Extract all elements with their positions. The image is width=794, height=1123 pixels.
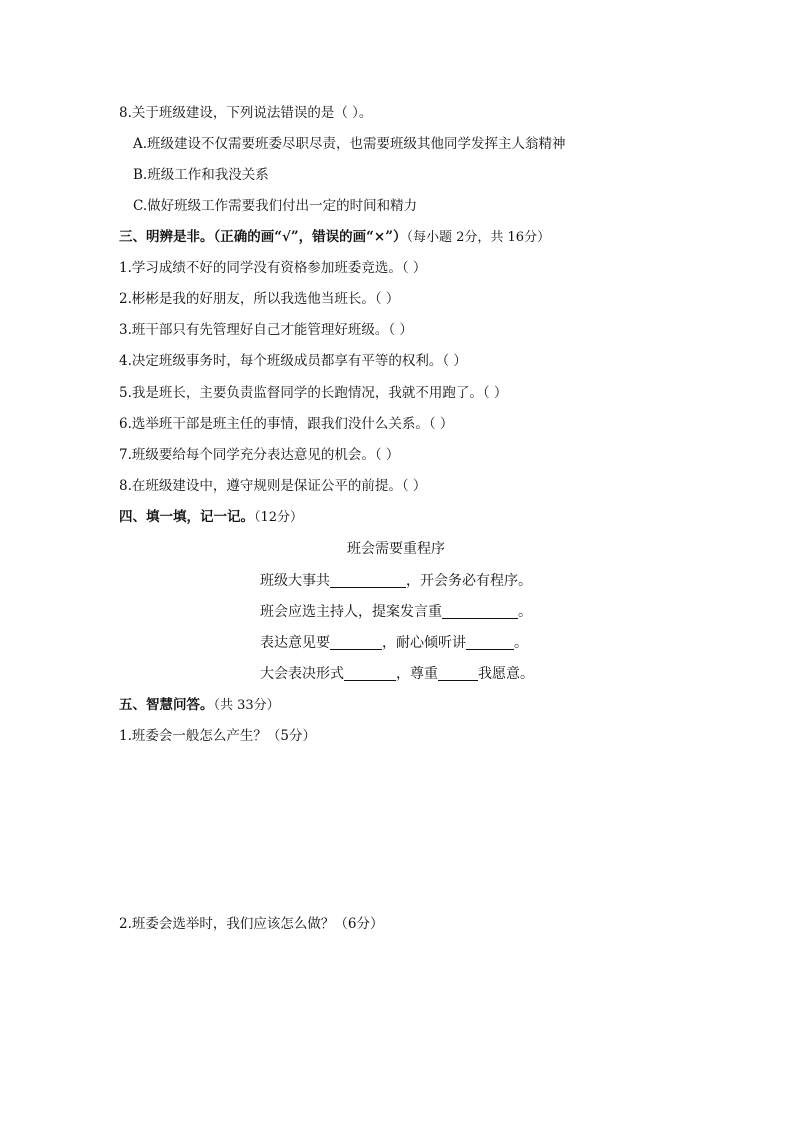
judge-item-4: 4.决定班级事务时，每个班级成员都享有平等的权利。（ ） — [119, 353, 467, 369]
qa-question-1: 1.班委会一般怎么产生？（5分） — [119, 728, 316, 744]
section-3-score-note: （每小题 2分，共 16分） — [406, 230, 551, 245]
section-3-title: 三、明辨是非。（正确的画“√”，错误的画“×”） — [119, 229, 407, 245]
section-5-title: 五、智慧问答。 — [119, 697, 214, 713]
fill-blank-6[interactable] — [438, 666, 478, 681]
poem-line-2-text-b: 。 — [518, 604, 532, 620]
poem-line-4-text-c: 我愿意。 — [478, 666, 534, 682]
section-3-heading — [119, 228, 550, 247]
poem-line-1-text-b: ，开会务必有程序。 — [406, 573, 532, 589]
judge-item-3: 3.班干部只有先管理好自己才能管理好班级。（ ） — [119, 322, 413, 338]
section-4-title: 四、填一填，记一记。 — [119, 509, 254, 525]
qa-question-2: 2.班委会选举时，我们应该怎么做？（6分） — [119, 916, 384, 932]
poem-line-1-text-a: 班级大事共 — [260, 573, 330, 589]
judge-item-8: 8.在班级建设中，遵守规则是保证公平的前提。（ ） — [119, 478, 427, 494]
poem-line-3-text-c: 。 — [514, 635, 528, 651]
question-8-stem: 8.关于班级建设，下列说法错误的是（ ）。 — [119, 105, 373, 121]
poem-line-3-text-b: ，耐心倾听讲 — [382, 635, 466, 651]
section-4-heading — [119, 508, 303, 527]
fill-blank-4[interactable] — [466, 635, 514, 650]
poem-line-1 — [260, 572, 532, 590]
question-8-option-b: B.班级工作和我没关系 — [133, 167, 269, 183]
fill-blank-3[interactable] — [330, 635, 382, 650]
fill-blank-2[interactable] — [442, 604, 518, 619]
section-5-score-note: （共 33分） — [213, 698, 280, 713]
poem-line-2-text-a: 班会应选主持人，提案发言重 — [260, 604, 442, 620]
poem-line-2 — [260, 603, 532, 621]
judge-item-1: 1.学习成绩不好的同学没有资格参加班委竞选。（ ） — [119, 260, 427, 276]
judge-item-6: 6.选举班干部是班主任的事情，跟我们没什么关系。（ ） — [119, 416, 454, 432]
section-4-score-note: （12分） — [254, 510, 304, 525]
question-8-option-c: C.做好班级工作需要我们付出一定的时间和精力 — [133, 198, 418, 214]
fill-blank-5[interactable] — [344, 666, 396, 681]
fill-blank-1[interactable] — [330, 573, 406, 588]
judge-item-7: 7.班级要给每个同学充分表达意见的机会。（ ） — [119, 447, 400, 463]
question-8-option-a: A.班级建设不仅需要班委尽职尽责，也需要班级其他同学发挥主人翁精神 — [133, 136, 566, 152]
poem-line-4-text-a: 大会表决形式 — [260, 666, 344, 682]
poem-line-4-text-b: ，尊重 — [396, 666, 438, 682]
judge-item-2: 2.彬彬是我的好朋友，所以我选他当班长。（ ） — [119, 291, 400, 307]
poem-title: 班会需要重程序 — [347, 541, 445, 557]
judge-item-5: 5.我是班长，主要负责监督同学的长跑情况，我就不用跑了。（ ） — [119, 385, 508, 401]
poem-line-3-text-a: 表达意见要 — [260, 635, 330, 651]
poem-line-3 — [260, 634, 528, 652]
poem-line-4 — [260, 665, 534, 683]
section-5-heading — [119, 696, 280, 715]
